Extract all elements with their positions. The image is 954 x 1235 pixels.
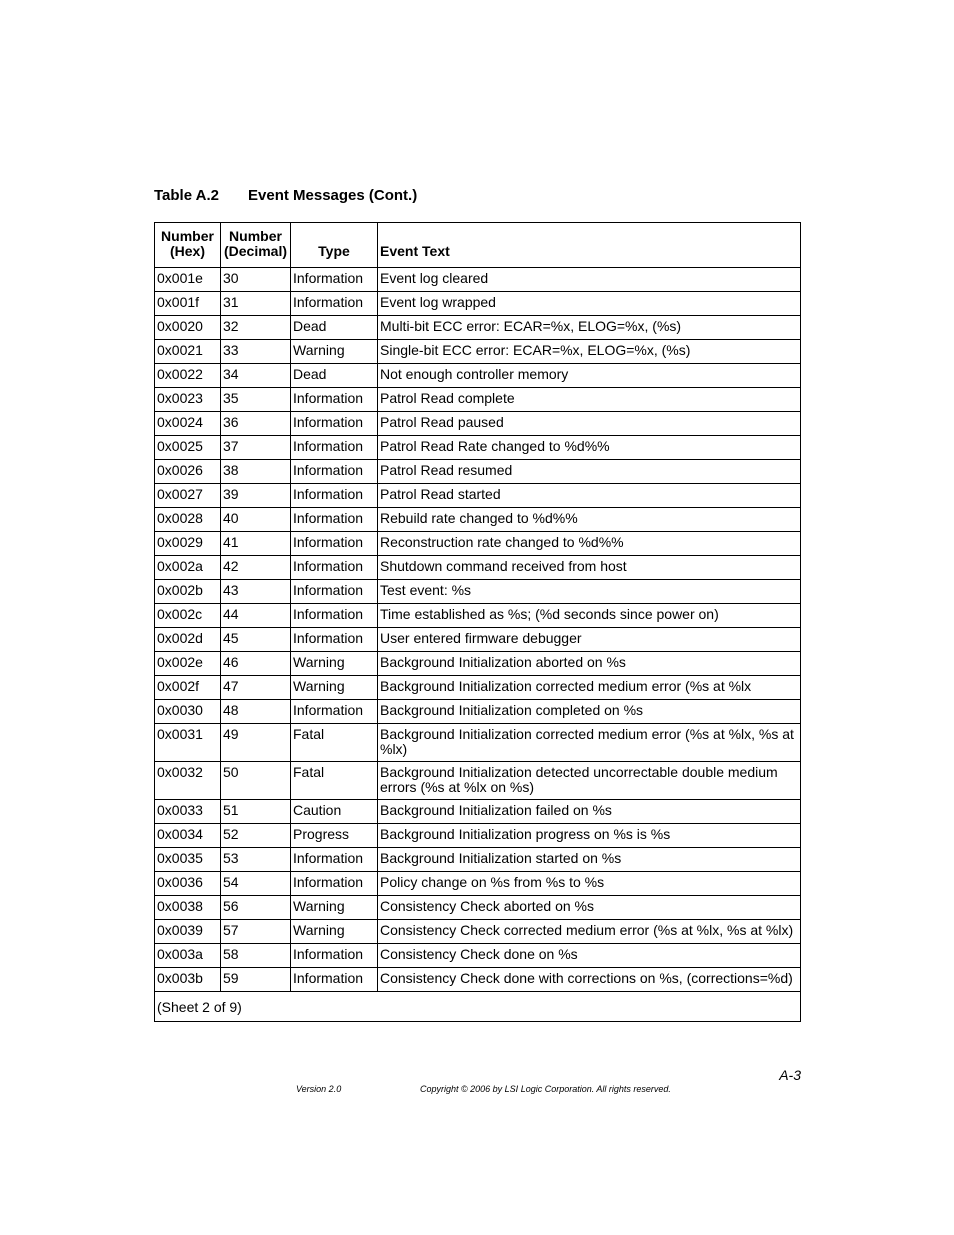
table-row	[155, 532, 801, 556]
cell-decimal: 38	[221, 460, 291, 484]
cell-hex: 0x0025	[155, 436, 221, 460]
header-number-hex: Number (Hex)	[155, 223, 221, 268]
cell-decimal: 54	[221, 872, 291, 896]
cell-hex: 0x002f	[155, 676, 221, 700]
cell-event-text: Time established as %s; (%d seconds since power on)	[378, 604, 801, 628]
cell-decimal: 46	[221, 652, 291, 676]
cell-decimal: 44	[221, 604, 291, 628]
table-row	[155, 412, 801, 436]
table-number: Table A.2	[154, 187, 220, 204]
cell-event-text: Background Initialization detected uncorrectable double medium errors (%s at %lx on %s)	[378, 762, 801, 800]
table-row	[155, 872, 801, 896]
cell-decimal: 31	[221, 292, 291, 316]
cell-hex: 0x001e	[155, 268, 221, 292]
cell-hex: 0x0038	[155, 896, 221, 920]
table-row	[155, 316, 801, 340]
table-header-row	[155, 223, 801, 268]
cell-decimal: 32	[221, 316, 291, 340]
table-row	[155, 268, 801, 292]
cell-type: Information	[291, 388, 378, 412]
cell-hex: 0x0033	[155, 800, 221, 824]
cell-event-text: Single-bit ECC error: ECAR=%x, ELOG=%x, (%s)	[378, 340, 801, 364]
cell-event-text: Consistency Check done on %s	[378, 944, 801, 968]
cell-type: Warning	[291, 676, 378, 700]
cell-hex: 0x0022	[155, 364, 221, 388]
table-row	[155, 460, 801, 484]
cell-event-text: Patrol Read complete	[378, 388, 801, 412]
table-row	[155, 944, 801, 968]
table-row	[155, 628, 801, 652]
cell-decimal: 33	[221, 340, 291, 364]
cell-type: Dead	[291, 364, 378, 388]
cell-type: Fatal	[291, 762, 378, 800]
table-footer-row	[155, 992, 801, 1022]
cell-hex: 0x0029	[155, 532, 221, 556]
cell-decimal: 47	[221, 676, 291, 700]
cell-hex: 0x003a	[155, 944, 221, 968]
table-row	[155, 724, 801, 762]
cell-type: Information	[291, 484, 378, 508]
cell-type: Progress	[291, 824, 378, 848]
cell-hex: 0x002e	[155, 652, 221, 676]
cell-event-text: Patrol Read paused	[378, 412, 801, 436]
cell-decimal: 48	[221, 700, 291, 724]
cell-type: Information	[291, 460, 378, 484]
cell-hex: 0x0023	[155, 388, 221, 412]
cell-decimal: 59	[221, 968, 291, 992]
cell-type: Information	[291, 848, 378, 872]
cell-type: Information	[291, 968, 378, 992]
table-body	[155, 268, 801, 992]
table-row	[155, 580, 801, 604]
cell-type: Information	[291, 872, 378, 896]
cell-type: Information	[291, 700, 378, 724]
cell-event-text: Not enough controller memory	[378, 364, 801, 388]
cell-decimal: 52	[221, 824, 291, 848]
cell-type: Caution	[291, 800, 378, 824]
cell-type: Warning	[291, 920, 378, 944]
cell-decimal: 35	[221, 388, 291, 412]
header-number-decimal: Number (Decimal)	[221, 223, 291, 268]
cell-event-text: Background Initialization aborted on %s	[378, 652, 801, 676]
table-row	[155, 484, 801, 508]
cell-hex: 0x0028	[155, 508, 221, 532]
cell-event-text: Background Initialization corrected medium error (%s at %lx	[378, 676, 801, 700]
cell-hex: 0x0021	[155, 340, 221, 364]
cell-type: Information	[291, 268, 378, 292]
cell-event-text: Background Initialization started on %s	[378, 848, 801, 872]
cell-hex: 0x002d	[155, 628, 221, 652]
table-row	[155, 364, 801, 388]
header-type: Type	[291, 223, 378, 268]
table-row	[155, 508, 801, 532]
cell-decimal: 53	[221, 848, 291, 872]
cell-type: Information	[291, 604, 378, 628]
cell-decimal: 58	[221, 944, 291, 968]
cell-hex: 0x0039	[155, 920, 221, 944]
cell-decimal: 42	[221, 556, 291, 580]
cell-hex: 0x0032	[155, 762, 221, 800]
cell-event-text: Policy change on %s from %s to %s	[378, 872, 801, 896]
cell-hex: 0x002a	[155, 556, 221, 580]
cell-type: Warning	[291, 896, 378, 920]
cell-hex: 0x002c	[155, 604, 221, 628]
cell-event-text: Event log cleared	[378, 268, 801, 292]
cell-event-text: Event log wrapped	[378, 292, 801, 316]
cell-event-text: Patrol Read Rate changed to %d%%	[378, 436, 801, 460]
cell-hex: 0x0024	[155, 412, 221, 436]
cell-event-text: Reconstruction rate changed to %d%%	[378, 532, 801, 556]
table-row	[155, 292, 801, 316]
table-row	[155, 968, 801, 992]
footer-copyright: Copyright © 2006 by LSI Logic Corporation. All rights reserved.	[420, 1084, 671, 1094]
cell-decimal: 56	[221, 896, 291, 920]
table-row	[155, 762, 801, 800]
cell-event-text: Patrol Read resumed	[378, 460, 801, 484]
table-row	[155, 676, 801, 700]
table-row	[155, 896, 801, 920]
cell-event-text: Background Initialization progress on %s is %s	[378, 824, 801, 848]
event-messages-table	[154, 222, 801, 1022]
cell-event-text: Consistency Check aborted on %s	[378, 896, 801, 920]
cell-type: Information	[291, 292, 378, 316]
cell-event-text: Shutdown command received from host	[378, 556, 801, 580]
cell-hex: 0x0027	[155, 484, 221, 508]
table-row	[155, 920, 801, 944]
cell-decimal: 34	[221, 364, 291, 388]
cell-type: Information	[291, 580, 378, 604]
cell-decimal: 40	[221, 508, 291, 532]
cell-event-text: Background Initialization failed on %s	[378, 800, 801, 824]
table-row	[155, 652, 801, 676]
cell-decimal: 37	[221, 436, 291, 460]
cell-decimal: 36	[221, 412, 291, 436]
table-row	[155, 848, 801, 872]
cell-event-text: Rebuild rate changed to %d%%	[378, 508, 801, 532]
cell-hex: 0x0026	[155, 460, 221, 484]
footer-version: Version 2.0	[296, 1084, 342, 1094]
cell-type: Information	[291, 436, 378, 460]
cell-event-text: Test event: %s	[378, 580, 801, 604]
cell-hex: 0x0035	[155, 848, 221, 872]
table-row	[155, 800, 801, 824]
cell-hex: 0x0020	[155, 316, 221, 340]
table-caption	[154, 187, 417, 204]
cell-decimal: 39	[221, 484, 291, 508]
cell-event-text: Background Initialization corrected medium error (%s at %lx, %s at %lx)	[378, 724, 801, 762]
cell-type: Fatal	[291, 724, 378, 762]
table-row	[155, 436, 801, 460]
cell-type: Warning	[291, 652, 378, 676]
header-event-text: Event Text	[378, 223, 801, 268]
cell-event-text: Multi-bit ECC error: ECAR=%x, ELOG=%x, (%s)	[378, 316, 801, 340]
table-title: Event Messages (Cont.)	[248, 187, 418, 204]
table-row	[155, 556, 801, 580]
cell-decimal: 45	[221, 628, 291, 652]
cell-hex: 0x0030	[155, 700, 221, 724]
cell-type: Information	[291, 944, 378, 968]
cell-type: Information	[291, 532, 378, 556]
cell-event-text: Background Initialization completed on %s	[378, 700, 801, 724]
cell-event-text: Consistency Check done with corrections on %s, (corrections=%d)	[378, 968, 801, 992]
table-row	[155, 700, 801, 724]
page-number: A-3	[779, 1067, 801, 1083]
cell-type: Information	[291, 556, 378, 580]
cell-event-text: User entered firmware debugger	[378, 628, 801, 652]
cell-type: Information	[291, 412, 378, 436]
cell-hex: 0x002b	[155, 580, 221, 604]
cell-decimal: 51	[221, 800, 291, 824]
cell-decimal: 30	[221, 268, 291, 292]
cell-decimal: 43	[221, 580, 291, 604]
cell-event-text: Consistency Check corrected medium error (%s at %lx, %s at %lx)	[378, 920, 801, 944]
cell-decimal: 49	[221, 724, 291, 762]
table-row	[155, 340, 801, 364]
cell-hex: 0x003b	[155, 968, 221, 992]
table-row	[155, 824, 801, 848]
cell-hex: 0x001f	[155, 292, 221, 316]
cell-type: Warning	[291, 340, 378, 364]
cell-decimal: 41	[221, 532, 291, 556]
cell-type: Information	[291, 628, 378, 652]
cell-hex: 0x0031	[155, 724, 221, 762]
cell-decimal: 57	[221, 920, 291, 944]
cell-type: Information	[291, 508, 378, 532]
table-row	[155, 388, 801, 412]
sheet-indicator: (Sheet 2 of 9)	[155, 992, 801, 1022]
cell-hex: 0x0036	[155, 872, 221, 896]
cell-type: Dead	[291, 316, 378, 340]
cell-hex: 0x0034	[155, 824, 221, 848]
table-row	[155, 604, 801, 628]
cell-decimal: 50	[221, 762, 291, 800]
cell-event-text: Patrol Read started	[378, 484, 801, 508]
